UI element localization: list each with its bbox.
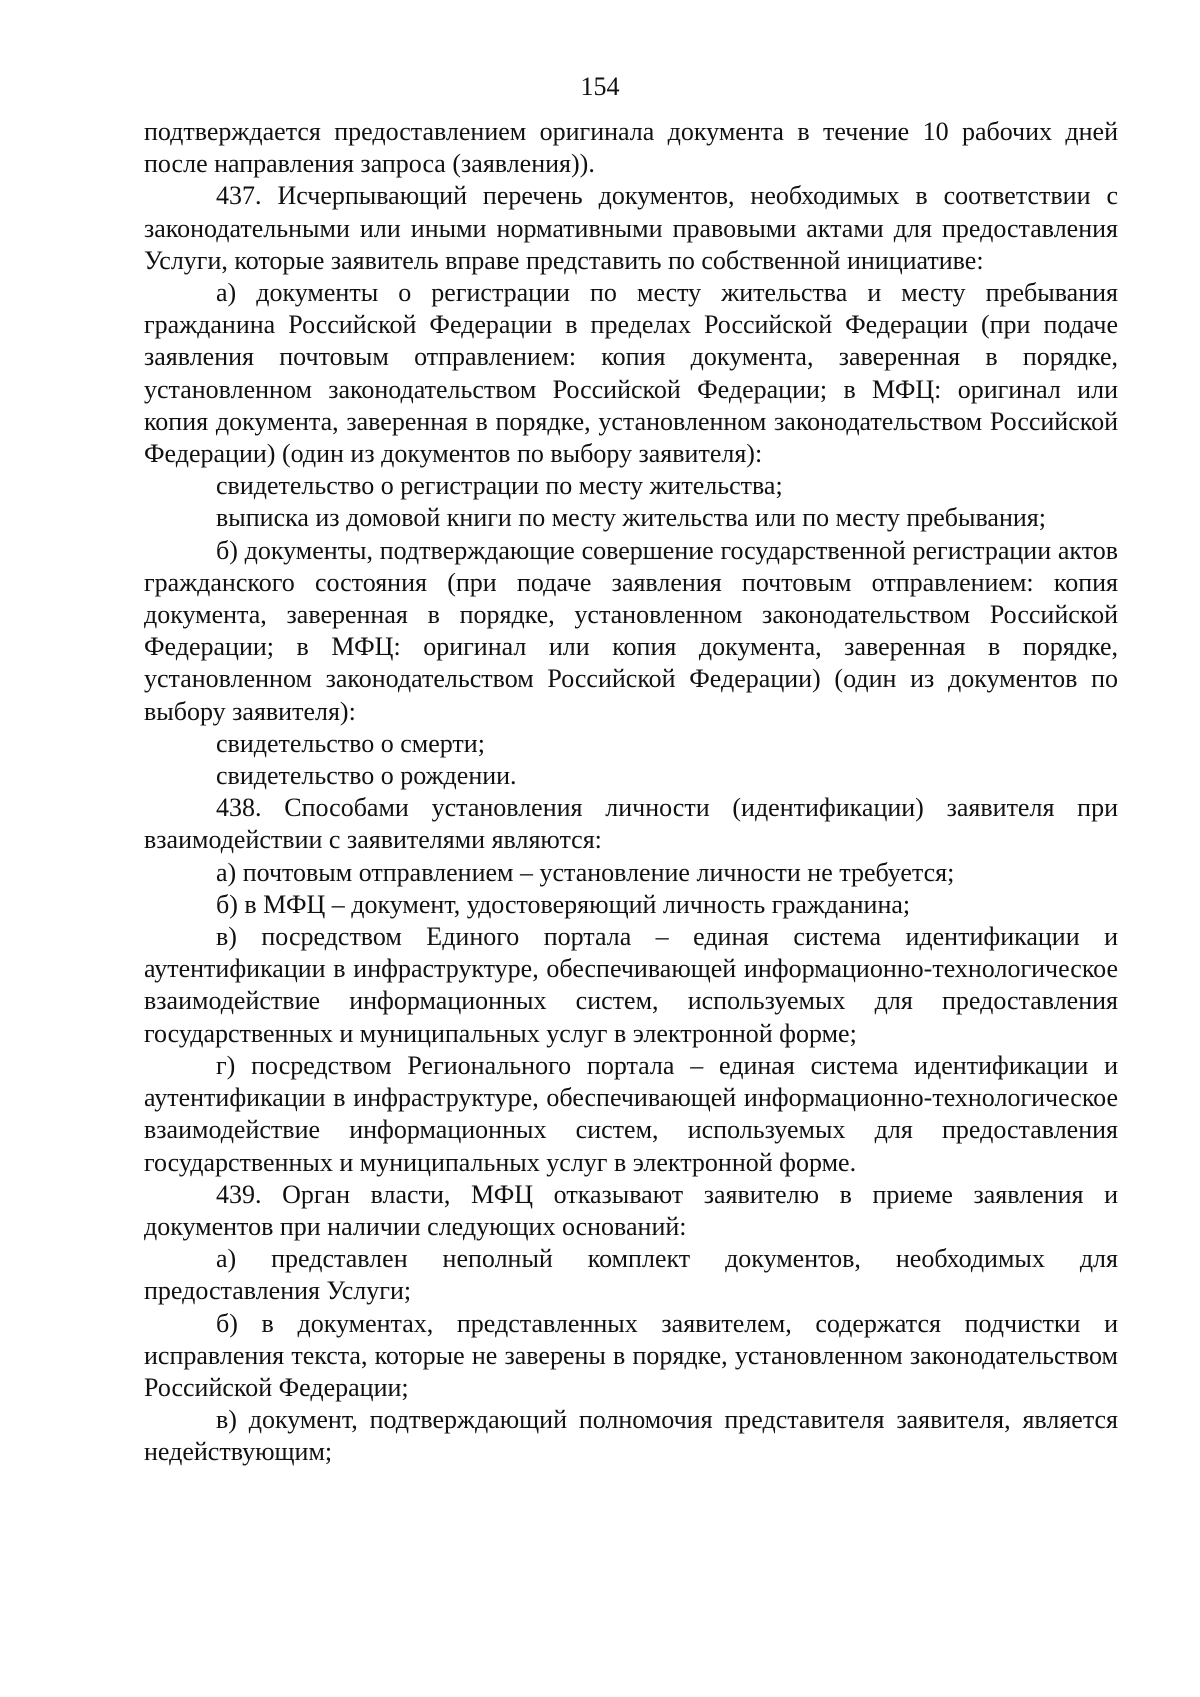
- paragraph-437-a: а) документы о регистрации по месту жительства и месту пребывания гражданина Российской Федерации в пределах Российской Федерации (при подаче заявления почтовым отправлением: копия документа, заверенная в порядке, установленном законодательством Российской Федерации; в МФЦ: оригинал или копия документа, заверенная в порядке, установленном законодательством Российской Федерации) (один из документов по выбору заявителя):: [144, 278, 1118, 469]
- paragraph-continuation: подтверждается предоставлением оригинала документа в течение 10 рабочих дней после направления запроса (заявления)).: [144, 117, 1118, 179]
- document-body: [144, 116, 1118, 1469]
- paragraph-439-v: в) документ, подтверждающий полномочия представителя заявителя, является недействующим;: [144, 1405, 1118, 1467]
- paragraph-438-a: а) почтовым отправлением – установление личности не требуется;: [216, 857, 955, 887]
- list-item: свидетельство о смерти;: [216, 728, 485, 758]
- page-number: 154: [580, 72, 620, 101]
- list-item: свидетельство о регистрации по месту жительства;: [216, 471, 783, 501]
- paragraph-438: 438. Способами установления личности (идентификации) заявителя при взаимодействии с заявителями являются:: [144, 793, 1118, 855]
- paragraph-439-b: б) в документах, представленных заявителем, содержатся подчистки и исправления текста, которые не заверены в порядке, установленном законодательством Российской Федерации;: [144, 1308, 1118, 1402]
- list-item: выписка из домовой книги по месту жительства или по месту пребывания;: [216, 503, 1046, 533]
- paragraph-437: 437. Исчерпывающий перечень документов, необходимых в соответствии с законодательными или иными нормативными правовыми актами для предоставления Услуги, которые заявитель вправе представить по собственной инициативе:: [144, 181, 1118, 275]
- paragraph-437-b: б) документы, подтверждающие совершение государственной регистрации актов гражданского состояния (при подаче заявления почтовым отправлением: копия документа, заверенная в порядке, установленном законодательством Российской Федерации; в МФЦ: оригинал или копия документа, заверенная в порядке, установленном законодательством Российской Федерации) (один из документов по выбору заявителя):: [144, 535, 1118, 726]
- paragraph-438-b: б) в МФЦ – документ, удостоверяющий личность гражданина;: [216, 889, 911, 919]
- paragraph-439: 439. Орган власти, МФЦ отказывают заявителю в приеме заявления и документов при наличии следующих оснований:: [144, 1179, 1118, 1241]
- paragraph-438-g: г) посредством Регионального портала – единая система идентификации и аутентификации в инфраструктуре, обеспечивающей информационно-технологическое взаимодействие информационных систем, используемых для предоставления государственных и муниципальных услуг в электронной форме.: [144, 1050, 1118, 1177]
- list-item: свидетельство о рождении.: [216, 761, 517, 791]
- paragraph-439-a: а) представлен неполный комплект документов, необходимых для предоставления Услуги;: [144, 1244, 1118, 1306]
- paragraph-438-v: в) посредством Единого портала – единая система идентификации и аутентификации в инфраструктуре, обеспечивающей информационно-технологическое взаимодействие информационных систем, используемых для предоставления государственных и муниципальных услуг в электронной форме;: [144, 922, 1118, 1048]
